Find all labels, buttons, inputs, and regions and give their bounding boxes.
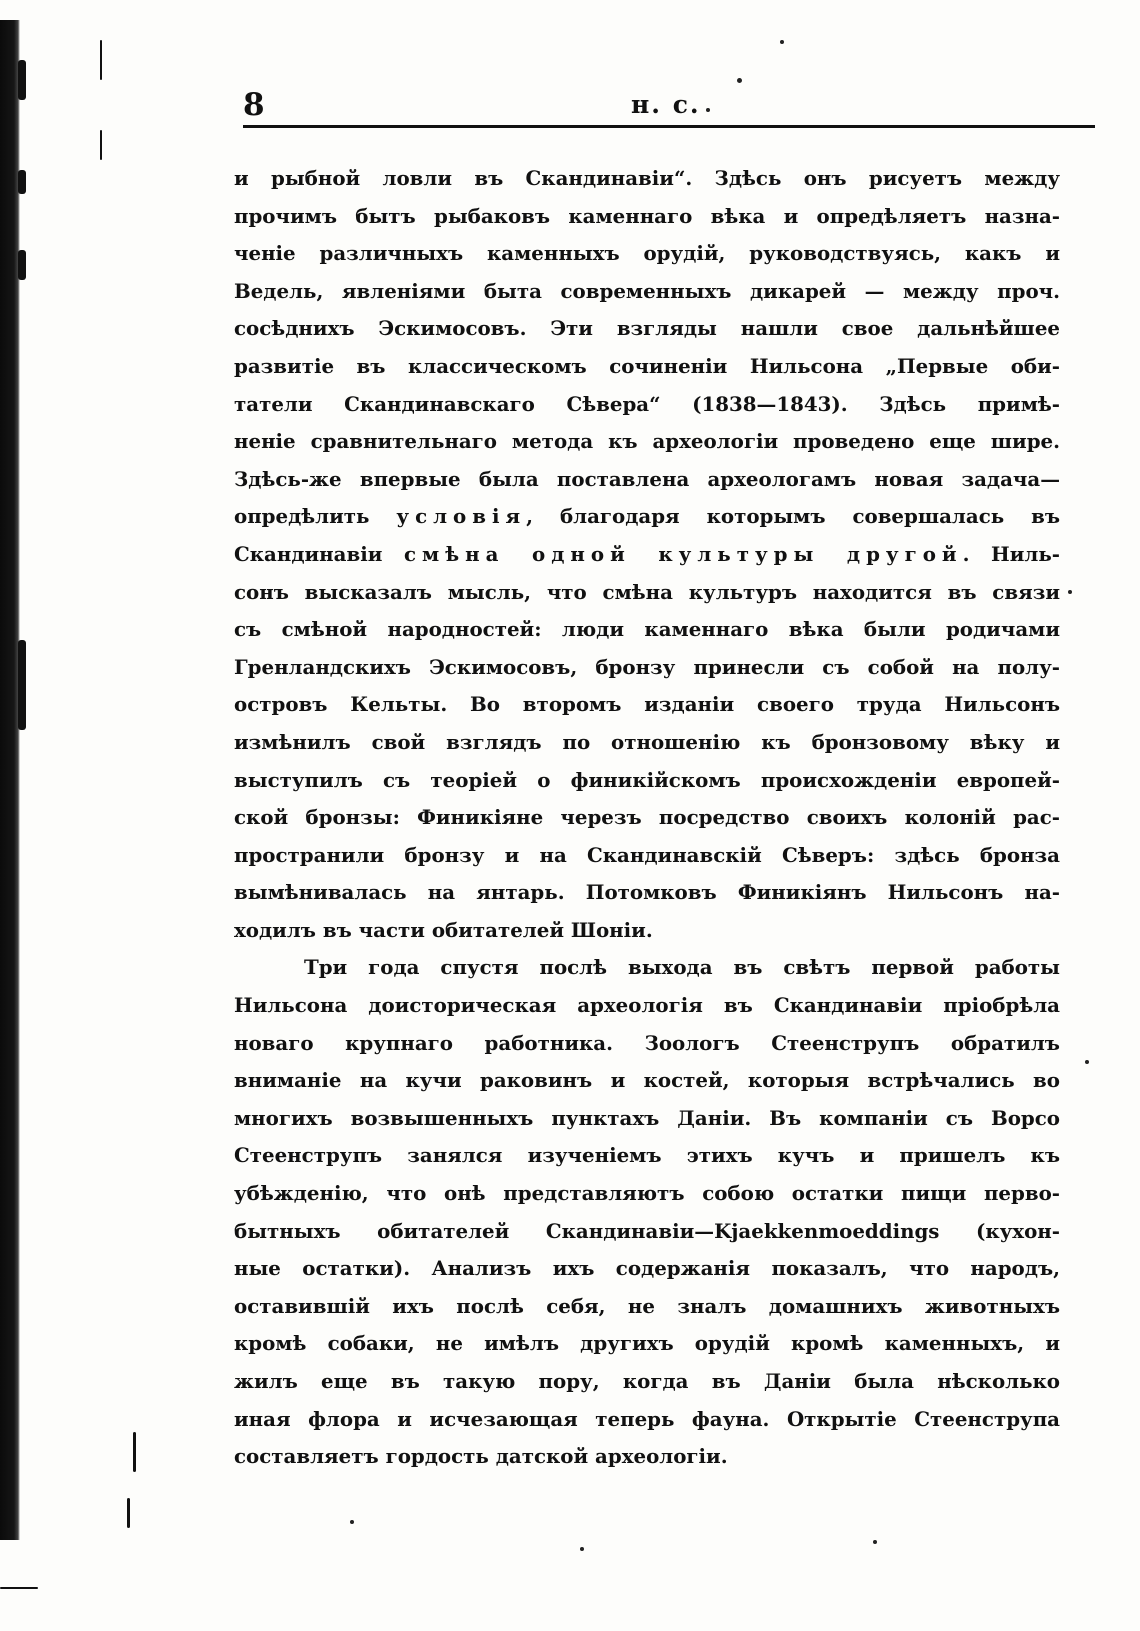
text-run: Скандинавіи (234, 541, 405, 566)
scan-mark (0, 1587, 38, 1589)
text-line: пространили бронзу и на Скандинавскій Сѣверъ: здѣсь бронза (234, 842, 1060, 867)
text-line (234, 536, 1060, 574)
text-line: бытныхъ обитателей Скандинавіи—Kjaekkenmoeddings (кухон- (234, 1218, 1060, 1243)
scan-mark (100, 40, 102, 80)
binding-edge (0, 20, 20, 1540)
scan-speck (1068, 590, 1072, 594)
running-head: н. с. (631, 90, 701, 119)
binding-notch (18, 60, 26, 100)
scan-speck (873, 1540, 877, 1544)
text-line: выступилъ съ теоріей о финикійскомъ происхожденіи европей- (234, 767, 1060, 792)
text-line: сонъ высказалъ мысль, что смѣна культуръ находится въ связи (234, 579, 1060, 604)
text-line: вымѣнивалась на янтарь. Потомковъ Финикіянъ Нильсонъ на- (234, 880, 1060, 905)
text-line: составляетъ гордость датской археологіи. (234, 1444, 728, 1469)
text-line: иная флора и исчезающая теперь фауна. Открытіе Стеенструпа (234, 1406, 1060, 1431)
body-text (234, 160, 1060, 1476)
spaced-emphasis: смѣна одной культуры другой (404, 541, 963, 566)
text-line: ской бронзы: Финикіяне черезъ посредство своихъ колоній рас- (234, 805, 1060, 830)
binding-notch (18, 640, 26, 730)
paragraph (234, 949, 1060, 1475)
scan-mark (127, 1498, 130, 1528)
text-line: прочимъ бытъ рыбаковъ каменнаго вѣка и опредѣляетъ назна- (234, 203, 1060, 228)
text-line: измѣнилъ свой взглядъ по отношенію къ бронзовому вѣку и (234, 729, 1060, 754)
text-line: Стеенструпъ занялся изученіемъ этихъ кучъ и пришелъ къ (234, 1143, 1060, 1168)
scan-speck (350, 1520, 354, 1524)
text-line (234, 498, 1060, 536)
scan-mark (133, 1432, 136, 1472)
text-line: ченіе различныхъ каменныхъ орудій, руководствуясь, какъ и (234, 241, 1060, 266)
paragraph (234, 160, 1060, 949)
text-line: татели Скандинавскаго Сѣвера“ (1838—1843). Здѣсь примѣ- (234, 391, 1060, 416)
text-run: , благодаря которымъ совершалась въ (526, 504, 1060, 529)
text-line: кромѣ собаки, не имѣлъ другихъ орудій кромѣ каменныхъ, и (234, 1331, 1060, 1356)
text-line: съ смѣной народностей: люди каменнаго вѣка были родичами (234, 617, 1060, 642)
text-line: неніе сравнительнаго метода къ археологіи проведено еще шире. (234, 429, 1060, 454)
page-header (243, 88, 1093, 128)
text-line: и рыбной ловли въ Скандинавіи“. Здѣсь онъ рисуетъ между (234, 166, 1060, 190)
text-line: Ведель, явленіями быта современныхъ дикарей — между проч. (234, 278, 1060, 303)
binding-notch (18, 250, 26, 280)
scan-speck (737, 78, 742, 83)
spaced-emphasis: условія (396, 504, 527, 529)
text-line: новаго крупнаго работника. Зоологъ Стеенструпъ обратилъ (234, 1030, 1060, 1055)
scan-speck (1085, 1060, 1089, 1064)
text-line: вниманіе на кучи раковинъ и костей, которыя встрѣчались во (234, 1068, 1060, 1093)
text-line: Нильсона доисторическая археологія въ Скандинавіи пріобрѣла (234, 993, 1060, 1018)
text-line: ходилъ въ части обитателей Шоніи. (234, 917, 653, 942)
text-line: убѣжденію, что онѣ представляютъ собою остатки пищи перво- (234, 1181, 1060, 1206)
binding-notch (18, 170, 26, 194)
text-line: сосѣднихъ Эскимосовъ. Эти взгляды нашли свое дальнѣйшее (234, 316, 1060, 341)
scan-mark (100, 130, 102, 160)
text-line: островъ Кельты. Во второмъ изданіи своего труда Нильсонъ (234, 692, 1060, 717)
text-line: оставившій ихъ послѣ себя, не зналъ домашнихъ животныхъ (234, 1293, 1060, 1318)
text-line: Здѣсь-же впервые была поставлена археологамъ новая задача— (234, 466, 1060, 491)
text-line: многихъ возвышенныхъ пунктахъ Даніи. Въ компаніи съ Ворсо (234, 1105, 1060, 1130)
header-rule (243, 125, 1095, 128)
text-line: Гренландскихъ Эскимосовъ, бронзу принесли съ собой на полу- (234, 654, 1060, 679)
scan-speck (580, 1547, 584, 1551)
scan-speck (780, 40, 784, 44)
text-run: . Ниль- (962, 541, 1060, 566)
text-line: Три года спустя послѣ выхода въ свѣтъ первой работы (304, 955, 1060, 980)
page-number: 8 (243, 87, 265, 123)
text-line: жилъ еще въ такую пору, когда въ Даніи была нѣсколько (234, 1369, 1060, 1393)
text-line: развитіе въ классическомъ сочиненіи Нильсона „Первые оби- (234, 353, 1060, 378)
text-line: ные остатки). Анализъ ихъ содержанія показалъ, что народъ, (234, 1256, 1060, 1281)
text-run: опредѣлить (234, 504, 397, 529)
